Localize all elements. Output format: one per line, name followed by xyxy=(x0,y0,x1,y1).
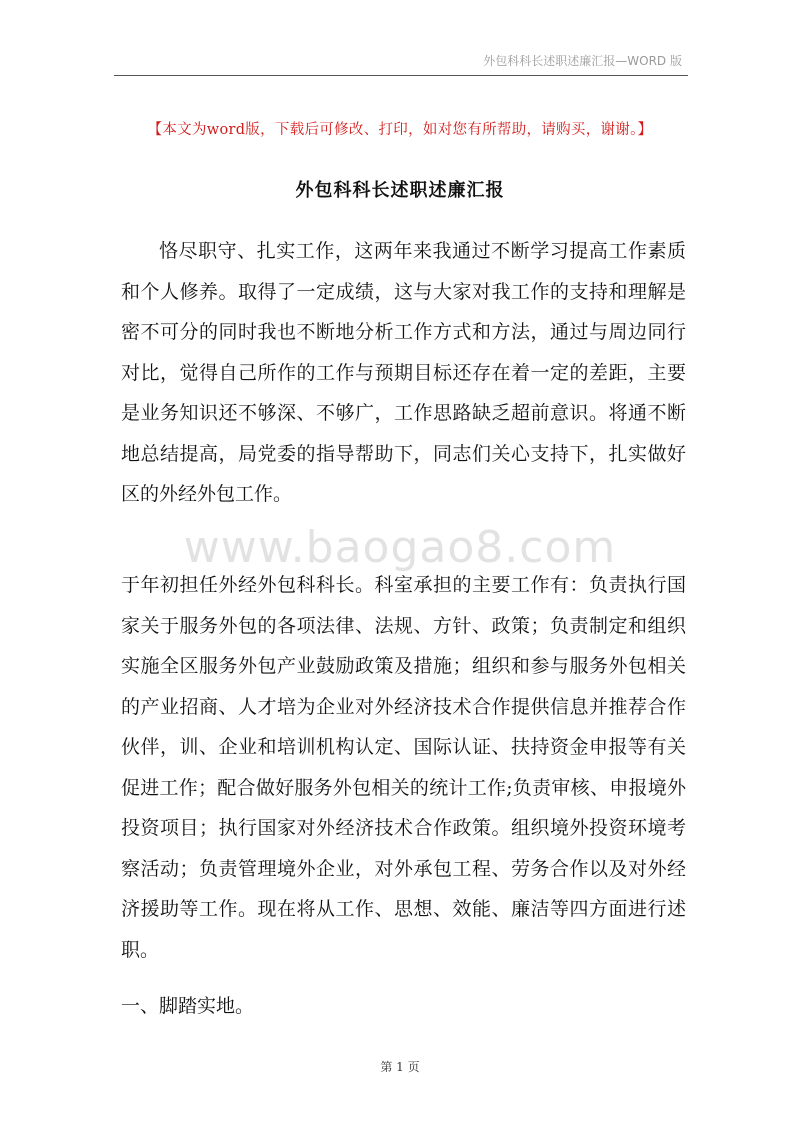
running-header: 外包科科长述职述廉汇报—WORD 版 xyxy=(483,54,682,68)
paragraph-intro: 恪尽职守、扎实工作，这两年来我通过不断学习提高工作素质和个人修养。取得了一定成绩，这与大家对我工作的支持和理解是密不可分的同时我也不断地分析工作方式和方法，通过与周边同行对比，觉得自己所作的工作与预期目标还存在着一定的差距，主要是业务知识还不够深、不够广，工作思路缺乏超前意识。将通不断地总结提高，局党委的指导帮助下，同志们关心支持下，扎实做好区的外经外包工作。 xyxy=(121,240,686,505)
download-notice: 【本文为word版，下载后可修改、打印，如对您有所帮助，请购买，谢谢。】 xyxy=(147,122,653,138)
section-heading-1: 一、脚踏实地。 xyxy=(121,995,255,1017)
watermark-text: www.baogao8.com xyxy=(183,522,617,573)
document-title: 外包科科长述职述廉汇报 xyxy=(295,180,505,201)
paragraph-duties: 于年初担任外经外包科科长。科室承担的主要工作有：负责执行国家关于服务外包的各项法律、法规、方针、政策；负责制定和组织实施全区服务外包产业鼓励政策及措施；组织和参与服务外包相关的产业招商、人才培为企业对外经济技术合作提供信息并推荐合作伙伴，训、企业和培训机构认定、国际认证、扶持资金申报等有关促进工作；配合做好服务外包相关的统计工作;负责审核、申报境外投资项目；执行国家对外经济技术合作政策。组织境外投资环境考察活动；负责管理境外企业，对外承包工程、劳务合作以及对外经济援助等工作。现在将从工作、思想、效能、廉洁等四方面进行述职。 xyxy=(121,574,686,961)
header-divider xyxy=(114,75,688,76)
page-number: 第 1 页 xyxy=(380,1060,420,1074)
